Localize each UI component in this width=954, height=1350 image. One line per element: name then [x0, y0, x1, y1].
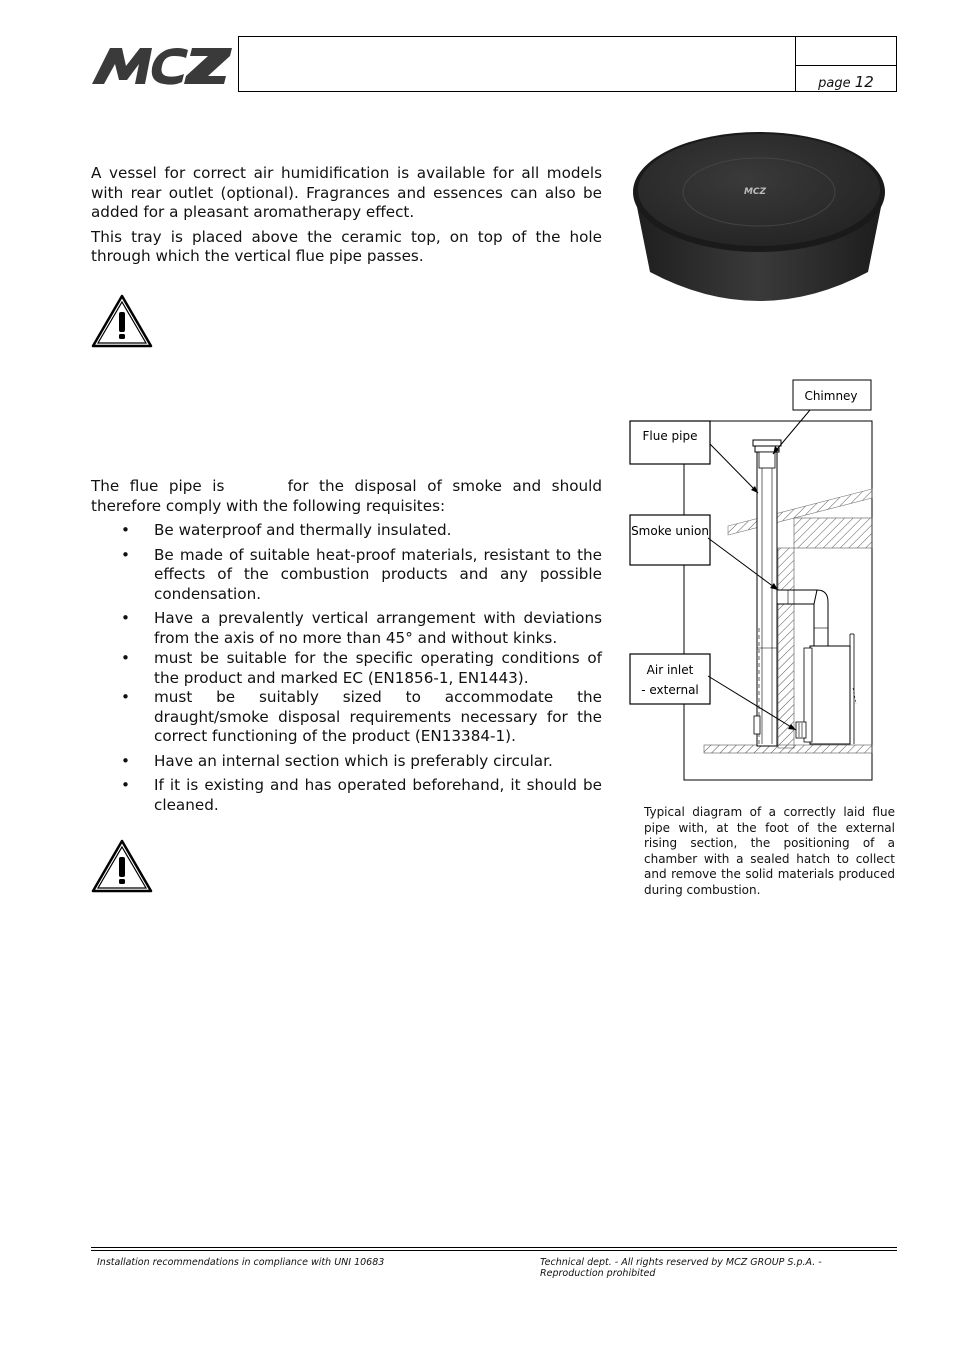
page-number — [796, 73, 896, 91]
footer-left-text: Installation recommendations in compliance with UNI 10683 — [97, 1257, 385, 1268]
tray-logo: MCZ — [743, 187, 767, 197]
header-divider-horizontal — [795, 65, 897, 66]
list-item: • Be waterproof and thermally insulated. — [91, 521, 602, 541]
humidifier-tray-photo — [628, 130, 890, 310]
page-label: page — [818, 76, 851, 91]
flue-intro-pre: The flue pipe is — [91, 477, 225, 495]
list-item: • must be suitably sized to accommodate the draught/smoke disposal requirements necessary for the correct functioning of the product (EN13384-1). — [91, 688, 602, 747]
label-air-inlet: Air inlet — [646, 663, 694, 677]
flue-intro-text — [91, 477, 602, 516]
list-item: • must be suitable for the specific operating conditions of the product and marked EC (EN1856-1, EN1443). — [91, 649, 602, 688]
list-item: • Have a prevalently vertical arrangement with deviations from the axis of no more than 45° and without kinks. — [91, 609, 602, 648]
footer-rule — [91, 1247, 897, 1248]
list-item: • If it is existing and has operated beforehand, it should be cleaned. — [91, 776, 602, 815]
footer-right-text: Technical dept. - All rights reserved by MCZ GROUP S.p.A. - Reproduction prohibited — [540, 1257, 822, 1279]
label-air-inlet-external: - external — [641, 683, 699, 697]
list-item: • Have an internal section which is preferably circular. — [91, 752, 602, 772]
footer-rule — [91, 1250, 897, 1251]
logo-text: MCZ — [92, 27, 128, 46]
label-smoke-union: Smoke union — [631, 524, 709, 538]
diagram-caption: Typical diagram of a correctly laid flue pipe with, at the foot of the external rising section, the positioning of a chamber with a sealed hatch to collect and remove the solid materials produced during combustion. — [644, 805, 895, 897]
warning-triangle-icon — [90, 293, 154, 349]
label-flue-pipe: Flue pipe — [642, 429, 698, 443]
list-item: • Be made of suitable heat-proof materials, resistant to the effects of the combustion products and any possible condensation. — [91, 546, 602, 605]
page-number-value: 12 — [854, 73, 874, 91]
mcz-logo — [92, 27, 234, 88]
flue-pipe-diagram — [628, 378, 878, 784]
flue-requirements-list — [91, 521, 602, 815]
humidifier-intro — [91, 164, 602, 272]
warning-triangle-icon — [90, 838, 154, 894]
flue-intro-post: for the disposal of smoke and should therefore comply with the following requisites: — [91, 477, 602, 515]
intro-paragraph-1: A vessel for correct air humidification is available for all models with rear outlet (optional). Fragrances and essences can also be added for a pleasant aromatherapy effect. — [91, 164, 602, 221]
label-chimney: Chimney — [804, 389, 858, 403]
intro-paragraph-2: This tray is placed above the ceramic top, on top of the hole through which the vertical flue pipe passes. — [91, 227, 602, 265]
